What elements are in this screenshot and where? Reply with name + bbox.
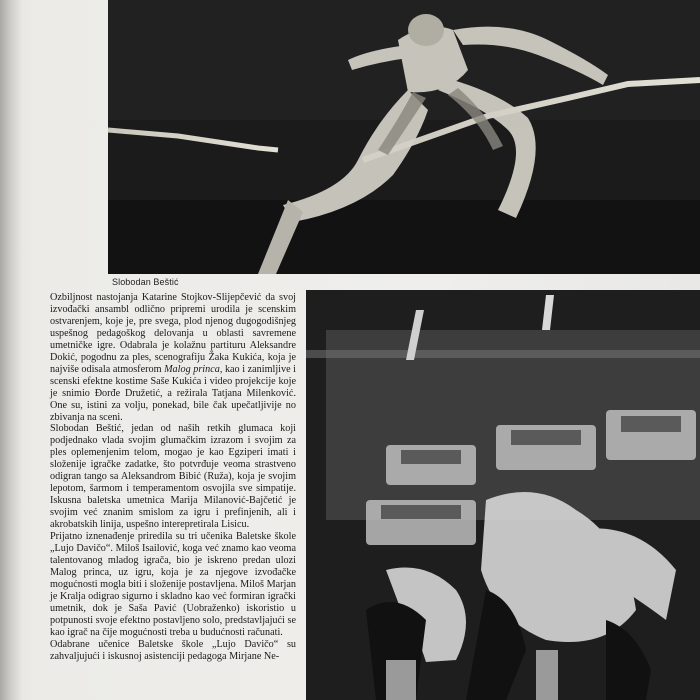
- page-gutter-shadow: [0, 0, 22, 700]
- photo-stage-scene: [306, 290, 700, 700]
- italic-title: Malog princa: [164, 363, 220, 375]
- photo-dancer-on-rope: [108, 0, 700, 274]
- photo-caption: Slobodan Beštić: [112, 277, 179, 287]
- article-paragraph: [50, 292, 296, 423]
- paragraph-text: Ozbiljnost nastojanja Katarine Stojkov-Slijepčević da svoj izvođački ansambl odlično pripremi urodila je scenskim ostvarenjem, koje je, pre svega, plod njenog dugogodišnjeg uspešnog pedagoškog delovanja u oblasti savremene umetničke igre. Odabrala je kolažnu partituru Aleksandre Dokić, pogodnu za ples, scenografiju Žaka Kukića, koja je najviše odisala atmosferom: [50, 292, 296, 375]
- paragraph-text: , kao i zanimljive i scenski efektne kostime Saše Kukića i video projekcije koje je snimio Đorđe Družetić, a režirala Tatjana Milenković. One su, istini za volju, ponekad, bile čak upečatljivije no zbivanja na sceni.: [50, 363, 296, 423]
- article-body: [50, 292, 296, 663]
- photo-stage-illustration: [306, 290, 700, 700]
- article-paragraph: Prijatno iznenađenje priredila su tri učenika Baletske škole „Lujo Davičo“. Miloš Isailović, koga već znamo kao veoma talentovanog mladog igrača, bio je iskreno predan ulozi Malog princa, uz igru, koja je za njegove izvođačke mogućnosti mogla biti i složenije postavljena. Miloš Marjan je Kralja odigrao sigurno i skladno kao već formiran igrački umetnik, dok je Saša Pavić (Uobraženko) iskoristio u potpunosti svoje efektno postavljeno solo, predstavljajući se kao igrač na čije mogućnosti treba u budućnosti računati.: [50, 531, 296, 638]
- article-paragraph: Slobodan Beštić, jedan od naših retkih glumaca koji podjednako vlada svojim glumačkim izrazom i svojim za ples oplemenjenim telom, mogao je kao Egziperi imati i složenije igračke zadatke, što potvrđuje veoma strastveno odigran tango sa Aleksandrom Bibić (Ruža), koja je svojim lepotom, šarmom i temperamentom osvojila sve simpatije. Iskusna baletska umetnica Marija Milanović-Bajčetić je svojim već znanim smislom za igru i prefinjenih, ali i akrobatskih linija, uspešno interepretirala Lisicu.: [50, 423, 296, 531]
- photo-dancer-illustration: [108, 0, 700, 274]
- article-paragraph: Odabrane učenice Baletske škole „Lujo Davičo“ su zahvaljujući i iskusnoj asistenciji pedagoga Mirjane Ne-: [50, 638, 296, 662]
